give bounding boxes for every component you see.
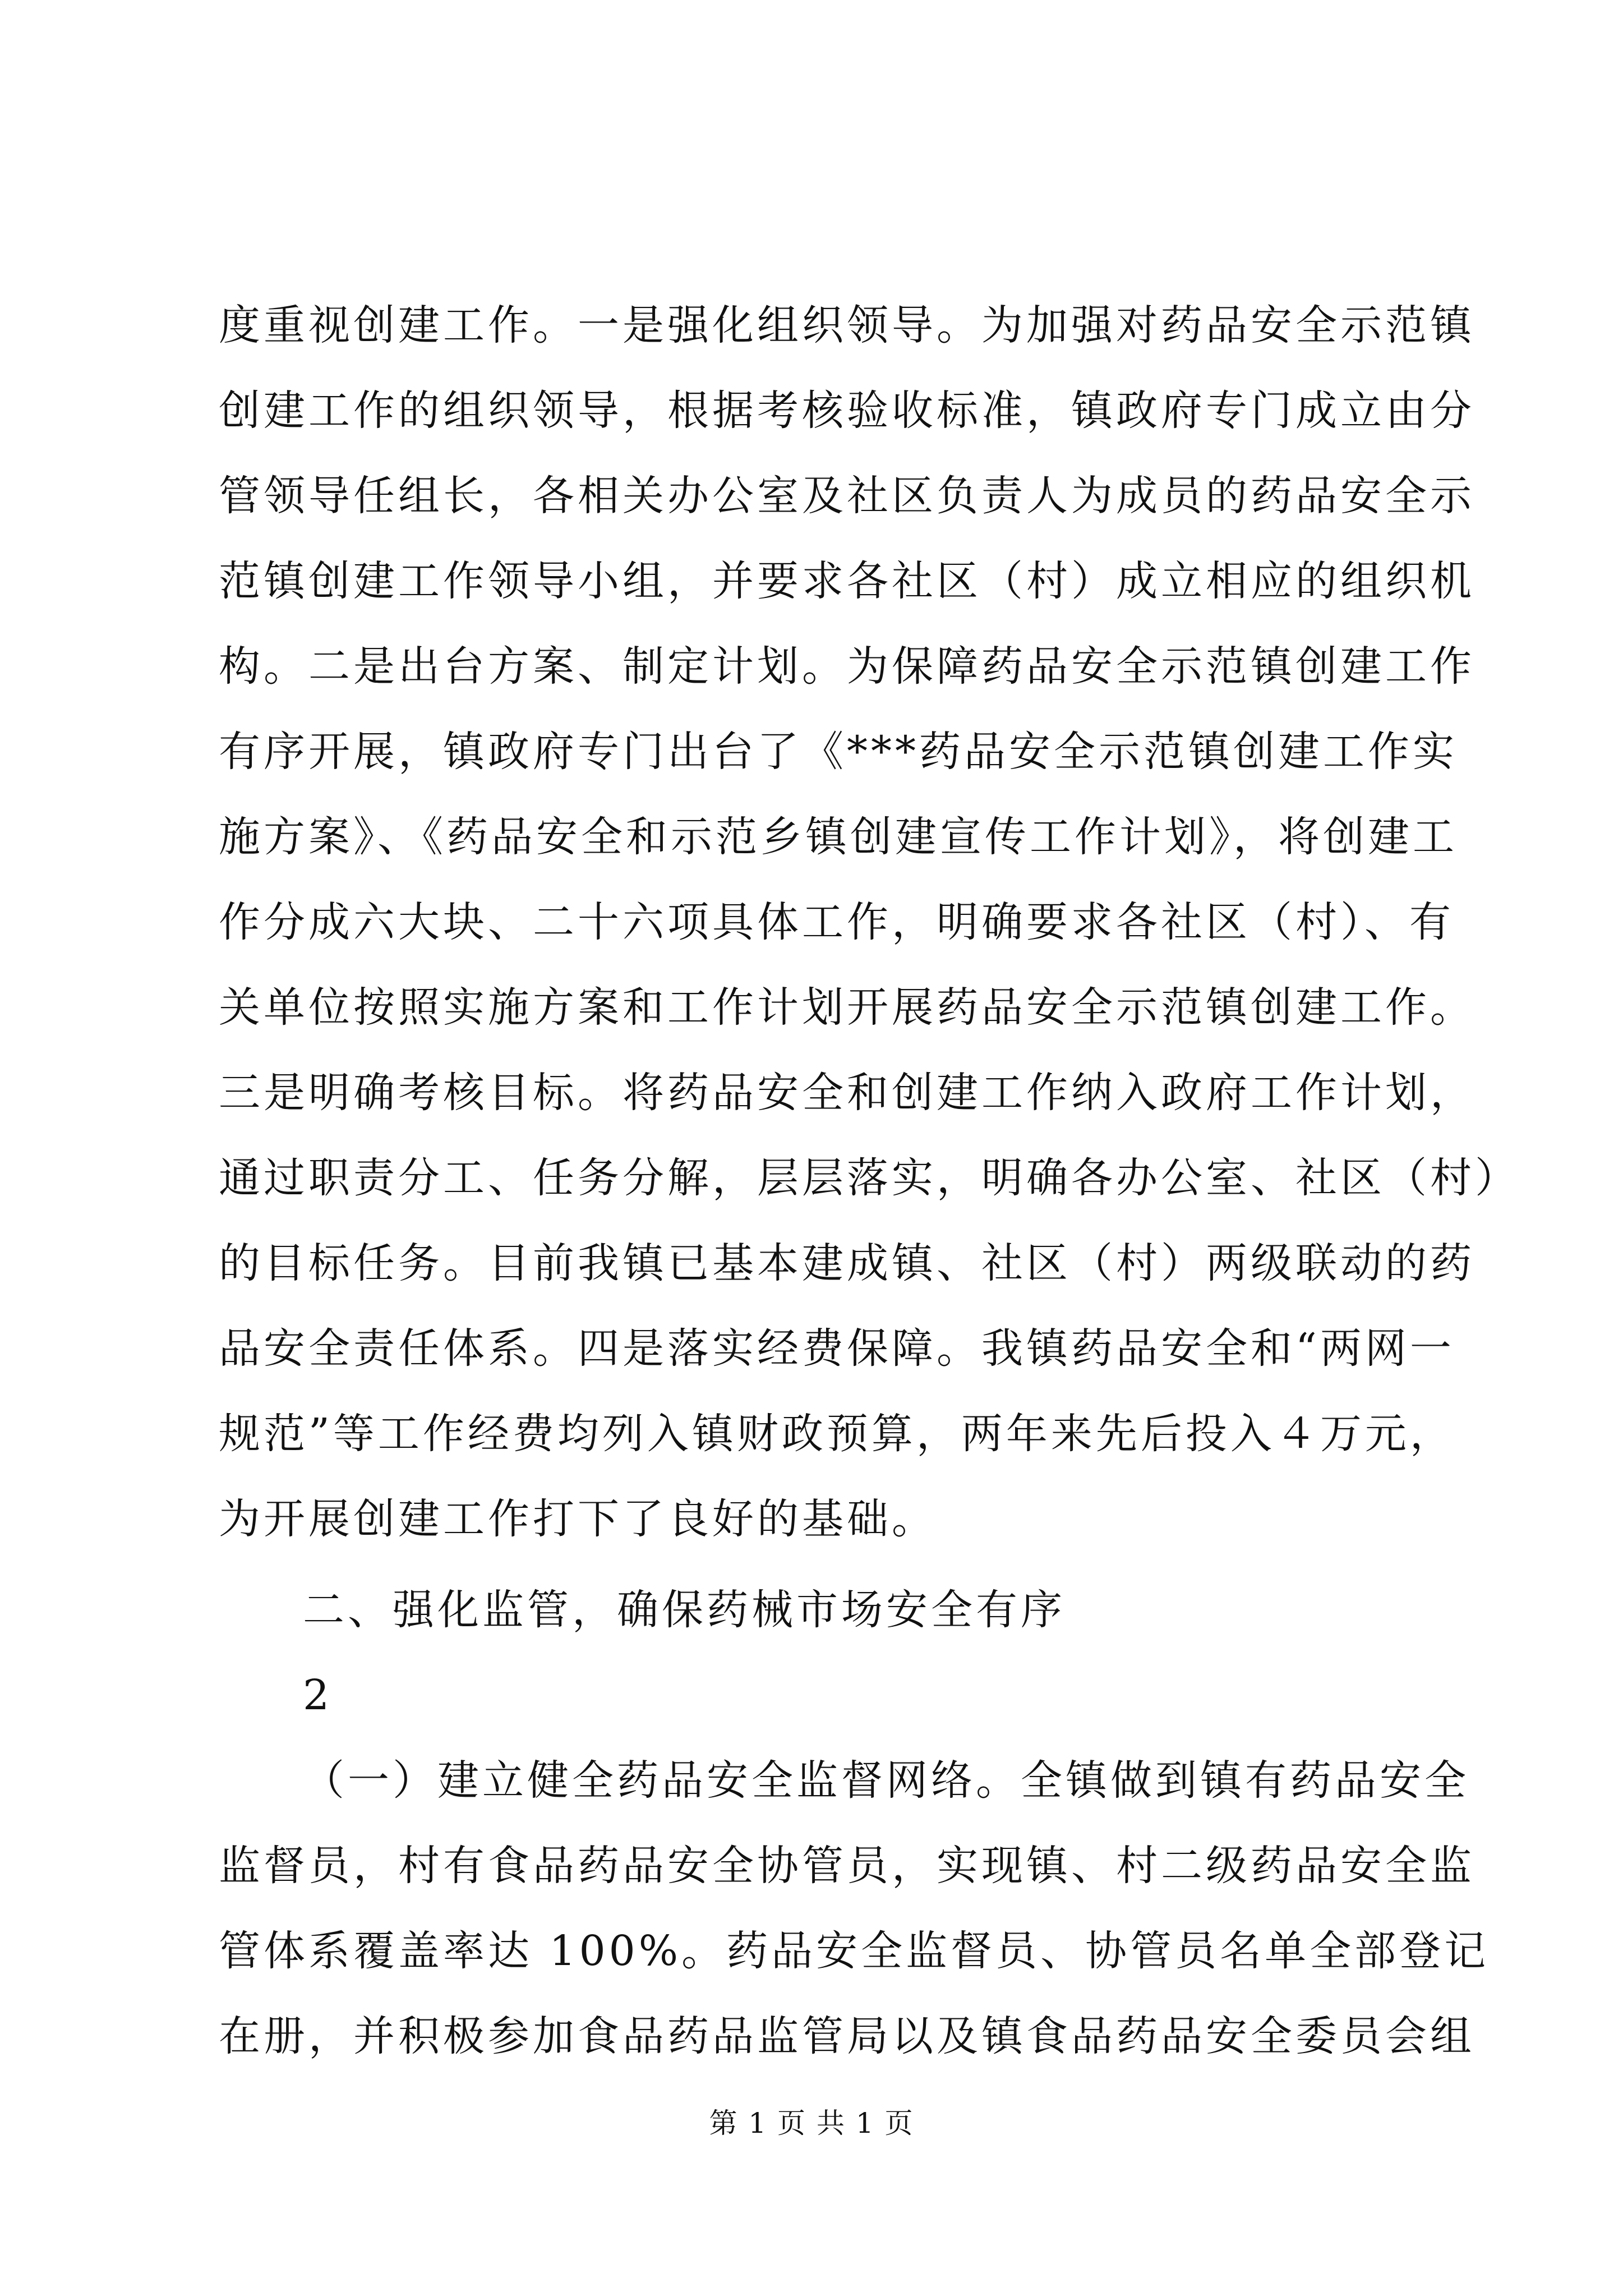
text-line: 创建工作的组织领导，根据考核验收标准，镇政府专门成立由分 xyxy=(219,386,1475,435)
text-line: 三是明确考核目标。将药品安全和创建工作纳入政府工作计划， xyxy=(219,1069,1475,1117)
text-line: 管体系覆盖率达 100%。药品安全监督员、协管员名单全部登记 xyxy=(219,1927,1490,1975)
text-line: 品安全责任体系。四是落实经费保障。我镇药品安全和“两网一 xyxy=(219,1324,1455,1373)
text-line: 为开展创建工作打下了良好的基础。 xyxy=(219,1495,937,1543)
text-line: 监督员，村有食品药品安全协管员，实现镇、村二级药品安全监 xyxy=(219,1842,1475,1890)
text-line: 规范”等工作经费均列入镇财政预算，两年来先后投入４万元， xyxy=(219,1410,1455,1458)
page-footer: 第 1 页 共 1 页 xyxy=(709,2107,914,2139)
text-line: 的目标任务。目前我镇已基本建成镇、社区（村）两级联动的药 xyxy=(219,1239,1475,1287)
text-line: 管领导任组长，各相关办公室及社区负责人为成员的药品安全示 xyxy=(219,472,1475,520)
text-line: （一）建立健全药品安全监督网络。全镇做到镇有药品安全 xyxy=(303,1756,1469,1805)
section-heading: 二、强化监管，确保药械市场安全有序 xyxy=(303,1586,1066,1634)
text-line: 度重视创建工作。一是强化组织领导。为加强对药品安全示范镇 xyxy=(219,301,1475,349)
text-line: 通过职责分工、任务分解，层层落实，明确各办公室、社区（村） xyxy=(219,1154,1520,1202)
text-line: 施方案》、《药品安全和示范乡镇创建宣传工作计划》，将创建工 xyxy=(219,813,1458,861)
text-line: 有序开展，镇政府专门出台了《***药品安全示范镇创建工作实 xyxy=(219,728,1458,776)
text-line: 在册，并积极参加食品药品监管局以及镇食品药品安全委员会组 xyxy=(219,2012,1475,2060)
text-line: 范镇创建工作领导小组，并要求各社区（村）成立相应的组织机 xyxy=(219,557,1475,605)
text-line: 作分成六大块、二十六项具体工作，明确要求各社区（村）、有 xyxy=(219,898,1454,946)
text-line: 关单位按照实施方案和工作计划开展药品安全示范镇创建工作。 xyxy=(219,983,1475,1032)
text-line: 构。二是出台方案、制定计划。为保障药品安全示范镇创建工作 xyxy=(219,642,1475,691)
page-number-marker: 2 xyxy=(303,1671,333,1719)
